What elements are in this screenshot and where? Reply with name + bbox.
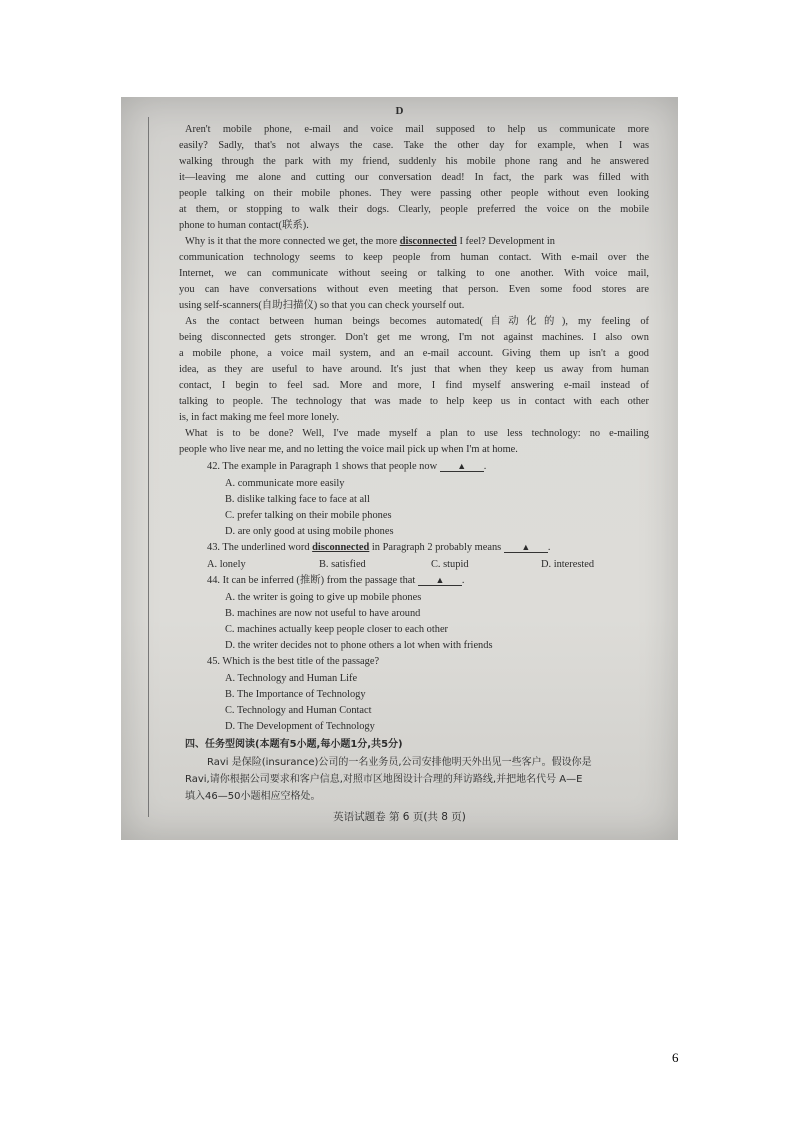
option: D. The Development of Technology xyxy=(225,721,375,732)
question-45: 45. Which is the best title of the passage? xyxy=(207,656,380,667)
passage-line: you can have conversations without even meeting that person. Even some food stores are xyxy=(179,284,649,295)
passage-line: it—leaving me alone and cutting our conversation dead! In fact, the park was filled with xyxy=(179,172,649,183)
passage-line: talking to people. The technology that was made to help keep us in contact with each other xyxy=(179,396,649,407)
passage-line: communication technology seems to keep people from human contact. With e-mail over the xyxy=(179,252,649,263)
passage-line: contact, I begin to feel sad. More and more, I find myself answering e-mail instead of xyxy=(179,380,649,391)
option: D. the writer decides not to phone others a lot when with friends xyxy=(225,640,493,651)
answer-blank: ▲ xyxy=(504,542,548,553)
section-4-title: 四、任务型阅读(本题有5小题,每小题1分,共5分) xyxy=(185,739,403,750)
margin-line xyxy=(148,117,149,817)
option: B. The Importance of Technology xyxy=(225,689,366,700)
passage-line: As the contact between human beings becomes automated(自动化的), my feeling of xyxy=(185,316,649,327)
passage-line: Why is it that the more connected we get, the more disconnected I feel? Development in xyxy=(185,236,555,247)
option: C. prefer talking on their mobile phones xyxy=(225,510,392,521)
passage-line: at them, or stopping to walk their dogs. Clearly, people preferred the voice on the mobile xyxy=(179,204,649,215)
underlined-word: disconnected xyxy=(399,236,457,247)
page-number: 6 xyxy=(672,1050,679,1065)
instruction-line: Ravi,请你根据公司要求和客户信息,对照市区地图设计合理的拜访路线,并把地名代号 A—E xyxy=(185,774,583,785)
option: B. satisfied xyxy=(319,559,366,570)
passage-line: walking through the park with my friend, suddenly his mobile phone rang and he answered xyxy=(179,156,649,167)
option: B. machines are now not useful to have around xyxy=(225,608,421,619)
answer-blank: ▲ xyxy=(440,461,484,472)
exam-page-photo xyxy=(121,97,678,840)
question-44: 44. It can be inferred (推断) from the passage that ▲ . xyxy=(207,575,465,586)
option: D. interested xyxy=(541,559,595,570)
passage-line: What is to be done? Well, I've made myself a plan to use less technology: no e-mailing xyxy=(185,428,649,439)
option: C. Technology and Human Contact xyxy=(225,705,372,716)
option: A. the writer is going to give up mobile phones xyxy=(225,592,422,603)
passage-line: Internet, we can communicate without seeing or talking to one another. With voice mail, xyxy=(179,268,649,279)
section-title: D xyxy=(395,105,404,117)
option: B. dislike talking face to face at all xyxy=(225,494,370,505)
question-42: 42. The example in Paragraph 1 shows that people now ▲ . xyxy=(207,461,487,472)
passage-line: people talking on their mobile phones. They were passing other people without even looking xyxy=(179,188,649,199)
passage-line: is, in fact making me feel more lonely. xyxy=(179,412,340,423)
passage-line: Aren't mobile phone, e-mail and voice mail supposed to help us communicate more xyxy=(185,124,649,135)
passage-line: people who live near me, and no letting the voice mail pick up when I'm at home. xyxy=(179,444,518,455)
passage-line: being disconnected gets stronger. Don't get me wrong, I'm not against machines. I also own xyxy=(179,332,649,343)
option: C. stupid xyxy=(431,559,469,570)
page-footer: 英语试题卷 第 6 页(共 8 页) xyxy=(333,811,466,823)
underlined-word: disconnected xyxy=(312,542,370,553)
instruction-line: 填入46—50小题相应空格处。 xyxy=(185,791,321,802)
passage-line: using self-scanners(自助扫描仪) so that you can check yourself out. xyxy=(179,300,465,311)
option: A. lonely xyxy=(207,559,246,570)
passage-line: phone to human contact(联系). xyxy=(179,220,309,231)
passage-line: a mobile phone, a voice mail system, and an e-mail account. Giving them up isn't a good xyxy=(179,348,649,359)
instruction-line: Ravi 是保险(insurance)公司的一名业务员,公司安排他明天外出见一些客户。假设你是 xyxy=(207,757,592,768)
option: C. machines actually keep people closer to each other xyxy=(225,624,449,635)
option: A. communicate more easily xyxy=(225,478,345,489)
option: A. Technology and Human Life xyxy=(225,673,358,684)
answer-blank: ▲ xyxy=(418,575,462,586)
question-43: 43. The underlined word disconnected in Paragraph 2 probably means ▲ . xyxy=(207,542,551,553)
option: D. are only good at using mobile phones xyxy=(225,526,394,537)
passage-line: idea, as they are useful to have around. It's just that when they keep us away from human xyxy=(179,364,649,375)
passage-line: easily? Sadly, that's not always the case. Take the other day for example, when I was xyxy=(179,140,649,151)
